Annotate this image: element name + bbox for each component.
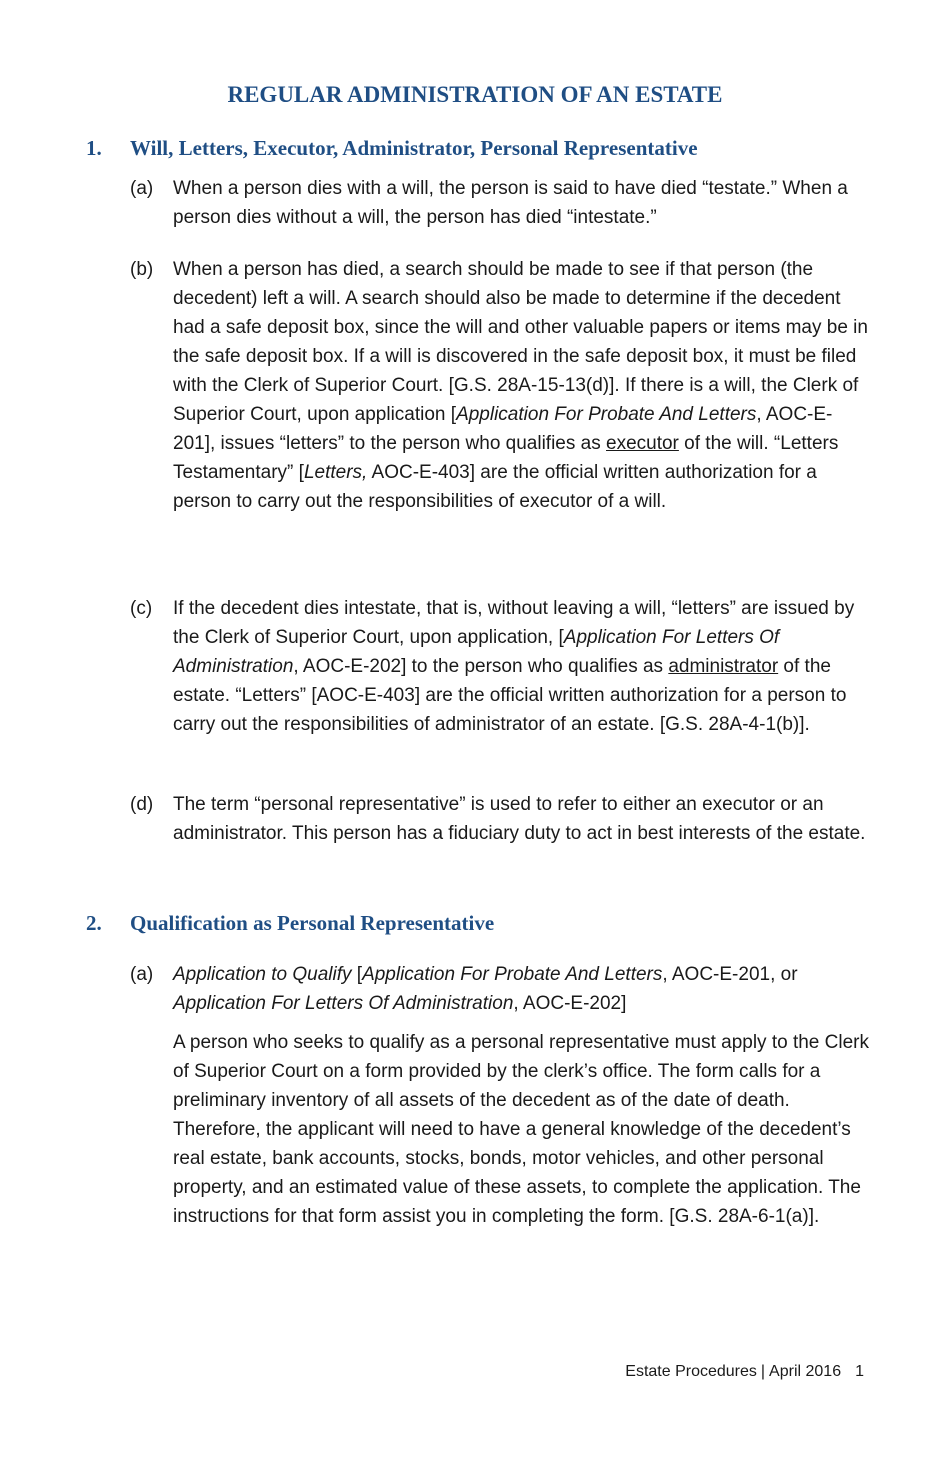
item-marker: (a) — [130, 964, 154, 985]
text-run: , AOC-E-202] — [513, 993, 627, 1014]
term-administrator: administrator — [668, 656, 779, 677]
text-run: of the estate. “Letters” [AOC-E-403] are the official written authorization for a person to carry out the responsibilities of administrator of an estate. [G.S. 28A-4-1(b)]. — [173, 656, 847, 735]
footer-date: April 2016 — [769, 1363, 842, 1380]
subheading-italic: Application to Qualify — [173, 964, 352, 985]
text-run: When a person dies with a will, the person is said to have died “testate.” When a person dies without a will, the person has died “intestate.” — [173, 178, 848, 228]
form-name: Application For Probate And Letters — [362, 964, 663, 985]
list-item-1d — [130, 790, 870, 848]
text-run: . Therefore, the applicant will need to have a general knowledge of the decedent’s real estate, bank accounts, stocks, bonds, motor vehicles, and other personal property, and an estimated value of these assets, to complete the application. The instructions for that form assist you in completing the form. [G.S. 28A-6-1(a)]. — [173, 1090, 861, 1227]
text-run: , AOC-E-202] to the person who qualifies as — [293, 656, 669, 677]
section-title: Qualification as Personal Representative — [130, 911, 495, 935]
item-marker: (c) — [130, 598, 153, 619]
section-title: Will, Letters, Executor, Administrator, Personal Representative — [130, 136, 698, 160]
text-run: , AOC-E-201], issues “letters” to the person who qualifies as — [173, 404, 833, 454]
section-heading-2 — [86, 911, 494, 936]
section-number: 1. — [86, 136, 102, 160]
item-text — [173, 255, 870, 516]
page-number: 1 — [855, 1363, 864, 1380]
text-run: AOC-E-403] are the official written authorization for a person to carry out the responsibilities of executor of a will. — [173, 462, 817, 512]
item-marker: (a) — [130, 178, 154, 199]
footer-publication: Estate Procedures — [625, 1363, 757, 1380]
page-title: REGULAR ADMINISTRATION OF AN ESTATE — [227, 82, 723, 107]
emphasis-date-of-death: as of the date of death — [595, 1090, 785, 1111]
text-run: , AOC-E-201, or — [662, 964, 798, 985]
item-text — [173, 790, 870, 848]
text-run: The term “personal representative” is used to refer to either an executor or an administrator. This person has a fiduciary duty to act in best interests of the estate. — [173, 794, 866, 844]
text-run: If the decedent dies intestate, that is, without leaving a will, “letters” are issued by the Clerk of Superior Court, upon application, [ — [173, 598, 855, 648]
item-text — [173, 594, 870, 739]
list-item-1b — [130, 255, 870, 516]
section-heading-1 — [86, 136, 698, 161]
form-name: Letters, — [303, 462, 368, 483]
term-executor: executor — [606, 433, 679, 454]
text-run: [ — [351, 964, 363, 985]
item-text — [173, 960, 870, 1231]
item-marker: (b) — [130, 259, 154, 280]
text-run: When a person has died, a search should be made to see if that person (the decedent) left a will. A search should also be made to determine if the decedent had a safe deposit box, since the will and other valuable papers or items may be in the safe deposit box. If a will is discovered in the safe deposit box, it — [173, 259, 868, 367]
item-text — [173, 174, 870, 232]
list-item-1a — [130, 174, 870, 232]
emphasis-must: must — [748, 346, 790, 367]
form-name: Application For Probate And Letters — [456, 404, 757, 425]
form-name: Application For Letters Of Administration — [173, 993, 514, 1014]
text-run: A person who seeks to qualify as a personal representative must apply to the Clerk of Superior Court on a form provided by the clerk’s office. The form calls for a preliminary inventory of all assets of the decedent — [173, 1032, 869, 1111]
section-number: 2. — [86, 911, 102, 935]
list-item-2a — [130, 960, 870, 1231]
list-item-1c — [130, 594, 870, 739]
item-marker: (d) — [130, 794, 154, 815]
footer-separator: | — [760, 1363, 766, 1380]
form-name: Application For Letters Of Administration — [173, 627, 780, 677]
text-run: of the will. “Letters Testamentary” [ — [173, 433, 839, 483]
text-run: be filed with the Clerk of Superior Court. [G.S. 28A-15-13(d)]. If there is a will, the Clerk of Superior Court, upon application [ — [173, 346, 859, 425]
page-footer — [625, 1363, 864, 1381]
